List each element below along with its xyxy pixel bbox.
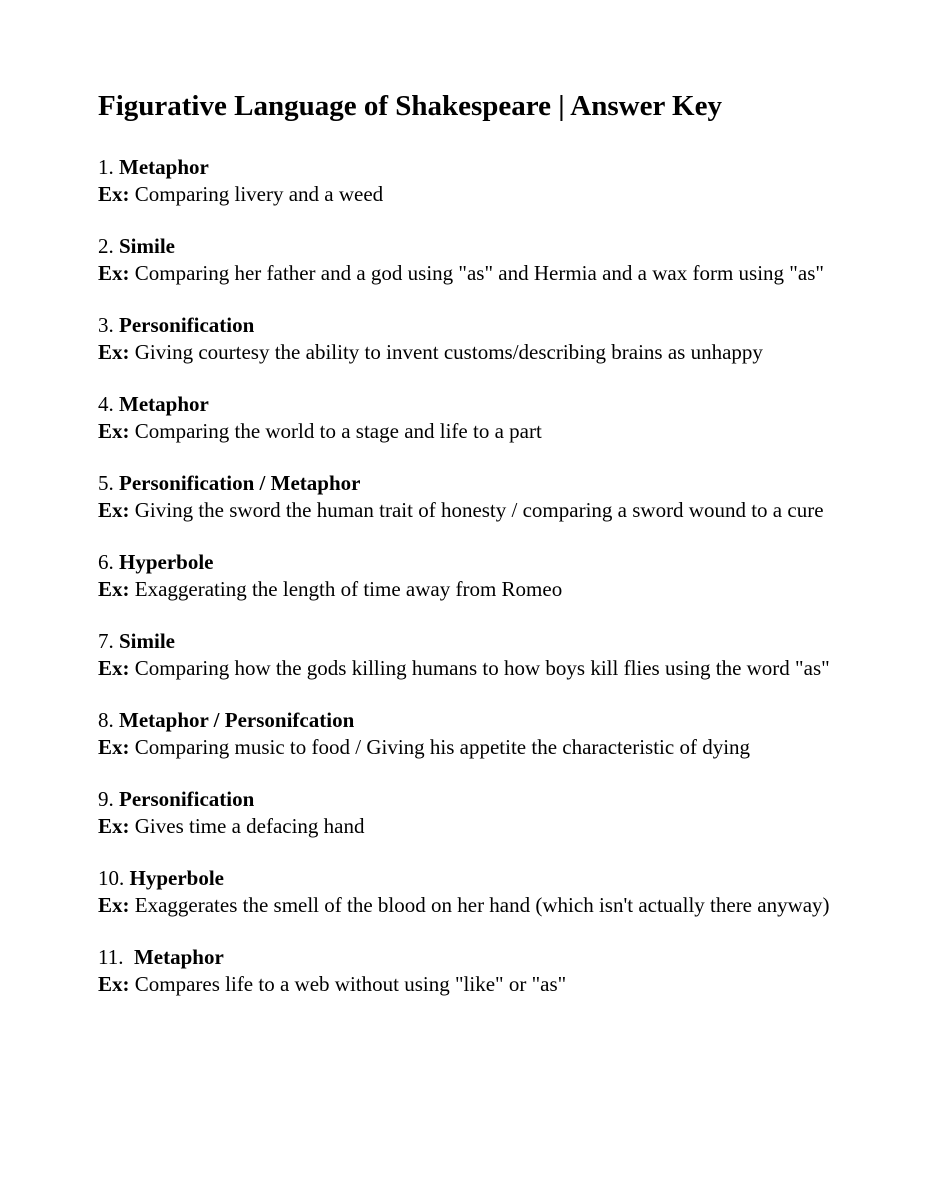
item-number: 4. bbox=[98, 392, 114, 416]
example-line bbox=[98, 971, 858, 998]
example-label: Ex: bbox=[98, 497, 130, 522]
example-text: Gives time a defacing hand bbox=[134, 813, 365, 838]
example-line bbox=[98, 813, 858, 840]
answer-item-2 bbox=[98, 233, 858, 286]
answer-heading bbox=[98, 865, 858, 892]
item-number: 7. bbox=[98, 629, 114, 653]
item-term: Personification bbox=[119, 313, 255, 337]
item-number: 11. bbox=[98, 945, 124, 969]
item-number: 2. bbox=[98, 234, 114, 258]
answer-item-7 bbox=[98, 628, 858, 681]
page-title: Figurative Language of Shakespeare | Answer Key bbox=[98, 90, 722, 122]
example-label: Ex: bbox=[98, 181, 130, 206]
example-line bbox=[98, 655, 858, 682]
item-number: 3. bbox=[98, 313, 114, 337]
example-line bbox=[98, 418, 858, 445]
example-label: Ex: bbox=[98, 418, 130, 443]
item-term: Hyperbole bbox=[129, 866, 224, 890]
answer-heading bbox=[98, 233, 858, 260]
example-label: Ex: bbox=[98, 734, 130, 759]
item-term: Personification / Metaphor bbox=[119, 471, 361, 495]
answer-heading bbox=[98, 707, 858, 734]
example-text: Comparing how the gods killing humans to how boys kill flies using the word "as" bbox=[134, 655, 830, 680]
item-term: Hyperbole bbox=[119, 550, 214, 574]
answer-item-3 bbox=[98, 312, 858, 365]
answer-heading bbox=[98, 628, 858, 655]
example-text: Comparing livery and a weed bbox=[134, 181, 384, 206]
item-term: Metaphor bbox=[119, 392, 209, 416]
answer-item-11 bbox=[98, 944, 858, 997]
item-term: Metaphor / Personifcation bbox=[119, 708, 355, 732]
item-number: 8. bbox=[98, 708, 114, 732]
example-text: Exaggerates the smell of the blood on her hand (which isn't actually there anyway) bbox=[134, 892, 830, 917]
answer-heading bbox=[98, 944, 858, 971]
item-number: 10. bbox=[98, 866, 125, 890]
example-text: Giving courtesy the ability to invent customs/describing brains as unhappy bbox=[134, 339, 763, 364]
answer-heading bbox=[98, 549, 858, 576]
example-line bbox=[98, 260, 858, 287]
example-label: Ex: bbox=[98, 260, 130, 285]
example-text: Comparing the world to a stage and life to a part bbox=[134, 418, 542, 443]
item-term: Metaphor bbox=[119, 155, 209, 179]
answer-heading bbox=[98, 470, 858, 497]
answer-heading bbox=[98, 312, 858, 339]
item-number: 1. bbox=[98, 155, 114, 179]
example-label: Ex: bbox=[98, 971, 130, 996]
example-line bbox=[98, 734, 858, 761]
example-text: Comparing music to food / Giving his appetite the characteristic of dying bbox=[134, 734, 751, 759]
item-term: Simile bbox=[119, 629, 175, 653]
item-number: 9. bbox=[98, 787, 114, 811]
answer-heading bbox=[98, 391, 858, 418]
item-term: Simile bbox=[119, 234, 175, 258]
example-line bbox=[98, 576, 858, 603]
answer-item-5 bbox=[98, 470, 858, 523]
answer-item-1 bbox=[98, 154, 858, 207]
answer-item-4 bbox=[98, 391, 858, 444]
example-text: Giving the sword the human trait of honesty / comparing a sword wound to a cure bbox=[134, 497, 824, 522]
example-text: Compares life to a web without using "like" or "as" bbox=[134, 971, 567, 996]
example-label: Ex: bbox=[98, 892, 130, 917]
answer-item-9 bbox=[98, 786, 858, 839]
answer-item-8 bbox=[98, 707, 858, 760]
answer-heading bbox=[98, 786, 858, 813]
answer-key-page bbox=[98, 88, 858, 1023]
item-number: 5. bbox=[98, 471, 114, 495]
example-label: Ex: bbox=[98, 655, 130, 680]
item-term: Personification bbox=[119, 787, 255, 811]
answer-heading bbox=[98, 154, 858, 181]
example-line bbox=[98, 339, 858, 366]
answer-item-6 bbox=[98, 549, 858, 602]
item-number: 6. bbox=[98, 550, 114, 574]
example-label: Ex: bbox=[98, 339, 130, 364]
example-label: Ex: bbox=[98, 576, 130, 601]
example-text: Comparing her father and a god using "as" and Hermia and a wax form using "as" bbox=[134, 260, 824, 285]
answer-item-10 bbox=[98, 865, 858, 918]
item-term: Metaphor bbox=[133, 945, 224, 969]
example-line bbox=[98, 497, 858, 524]
example-line bbox=[98, 181, 858, 208]
example-line bbox=[98, 892, 858, 919]
example-text: Exaggerating the length of time away from Romeo bbox=[134, 576, 563, 601]
example-label: Ex: bbox=[98, 813, 130, 838]
